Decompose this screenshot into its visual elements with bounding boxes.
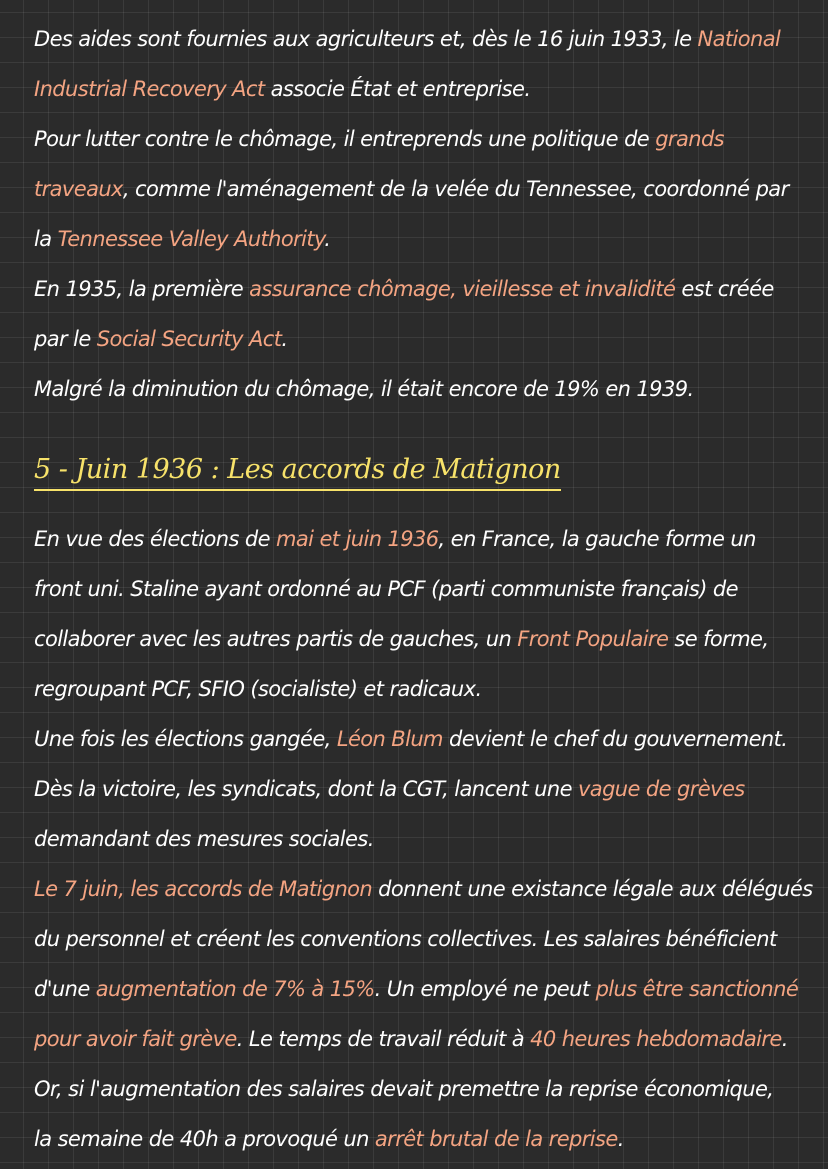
highlighted-text: National <box>697 27 781 51</box>
notes-page <box>34 14 828 1164</box>
text-line <box>34 14 828 64</box>
text-line <box>34 1014 828 1064</box>
body-text: collaborer avec les autres partis de gauches, un <box>34 627 518 651</box>
highlighted-text: Tennessee Valley Authority <box>57 227 325 251</box>
text-line <box>34 214 828 264</box>
highlighted-text: Industrial Recovery Act <box>34 77 265 101</box>
body-text: devient le chef du gouvernement. <box>442 727 788 751</box>
text-line <box>34 64 828 114</box>
text-line <box>34 1064 828 1114</box>
body-text: , en France, la gauche forme un <box>438 527 756 551</box>
body-text: la semaine de 40h a provoqué un <box>34 1127 375 1151</box>
text-line <box>34 864 828 914</box>
highlighted-text: pour avoir fait grève <box>34 1027 237 1051</box>
body-text: front uni. Staline ayant ordonné au PCF (parti communiste français) de <box>34 577 738 601</box>
text-line <box>34 664 828 714</box>
highlighted-text: Le 7 juin, les accords de Matignon <box>34 877 373 901</box>
text-line <box>34 364 828 414</box>
body-text: d'une <box>34 977 96 1001</box>
body-text: . <box>781 1027 788 1051</box>
body-text: Pour lutter contre le chômage, il entreprends une politique de <box>34 127 656 151</box>
body-text: En 1935, la première <box>34 277 250 301</box>
body-text: , comme l'aménagement de la velée du Tennessee, coordonné par <box>122 177 789 201</box>
text-line <box>34 964 828 1014</box>
text-line <box>34 564 828 614</box>
heading-wrap <box>34 414 828 514</box>
body-text: regroupant PCF, SFIO (socialiste) et radicaux. <box>34 677 482 701</box>
body-text: se forme, <box>668 627 769 651</box>
text-line <box>34 114 828 164</box>
highlighted-text: vague de grèves <box>577 777 745 801</box>
text-line <box>34 914 828 964</box>
text-line <box>34 714 828 764</box>
text-line <box>34 614 828 664</box>
highlighted-text: plus être sanctionné <box>595 977 799 1001</box>
body-text: . <box>281 327 288 351</box>
body-text: la <box>34 227 58 251</box>
body-text: Malgré la diminution du chômage, il était encore de 19% en 1939. <box>34 377 694 401</box>
body-text: Or, si l'augmentation des salaires devait premettre la reprise économique, <box>34 1077 774 1101</box>
section-heading: 5 - Juin 1936 : Les accords de Matignon <box>34 454 561 491</box>
highlighted-text: augmentation de 7% à 15% <box>95 977 375 1001</box>
highlighted-text: traveaux <box>34 177 123 201</box>
highlighted-text: Léon Blum <box>336 727 443 751</box>
body-text: . Le temps de travail réduit à <box>236 1027 531 1051</box>
highlighted-text: grands <box>655 127 725 151</box>
text-line <box>34 1114 828 1164</box>
text-line <box>34 164 828 214</box>
body-text: En vue des élections de <box>34 527 277 551</box>
body-text: par le <box>34 327 97 351</box>
body-text: demandant des mesures sociales. <box>34 827 374 851</box>
body-text: donnent une existance légale aux délégués <box>372 877 813 901</box>
section-new-deal-text <box>34 14 828 414</box>
text-line <box>34 264 828 314</box>
body-text: Une fois les élections gangée, <box>34 727 337 751</box>
highlighted-text: Front Populaire <box>517 627 669 651</box>
body-text: est créée <box>675 277 774 301</box>
text-line <box>34 314 828 364</box>
highlighted-text: assurance chômage, vieillesse et invalidité <box>249 277 676 301</box>
highlighted-text: arrêt brutal de la reprise <box>374 1127 618 1151</box>
section-matignon-text <box>34 514 828 1164</box>
body-text: Des aides sont fournies aux agriculteurs et, dès le 16 juin 1933, le <box>34 27 698 51</box>
body-text: Dès la victoire, les syndicats, dont la CGT, lancent une <box>34 777 578 801</box>
highlighted-text: Social Security Act <box>96 327 282 351</box>
text-line <box>34 764 828 814</box>
body-text: . <box>324 227 331 251</box>
text-line <box>34 814 828 864</box>
highlighted-text: mai et juin 1936 <box>276 527 439 551</box>
highlighted-text: 40 heures hebdomadaire <box>530 1027 782 1051</box>
body-text: . <box>617 1127 624 1151</box>
body-text: du personnel et créent les conventions collectives. Les salaires bénéficient <box>34 927 777 951</box>
body-text: . Un employé ne peut <box>374 977 596 1001</box>
text-line <box>34 514 828 564</box>
body-text: associe État et entreprise. <box>264 77 531 101</box>
